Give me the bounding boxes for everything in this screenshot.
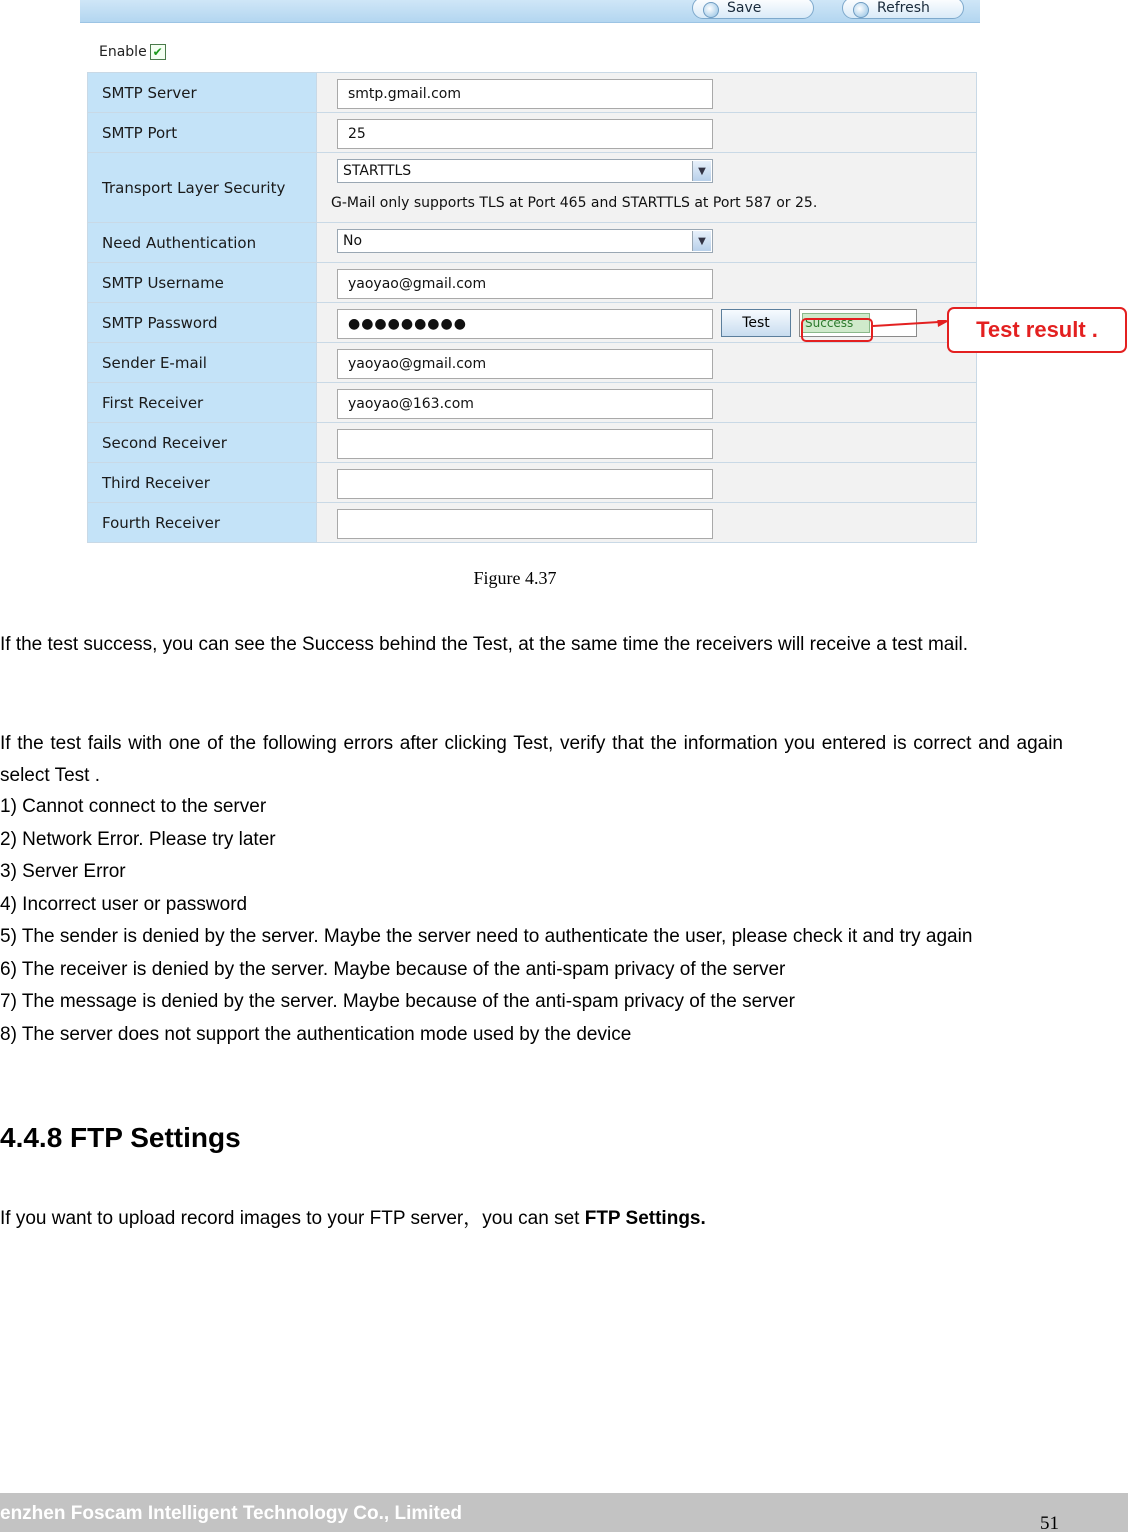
field-label: Fourth Receiver [87, 503, 317, 542]
form-row-sender-email [87, 343, 977, 383]
section-intro: If you want to upload record images to your FTP server，you can set FTP Settings. [0, 1208, 706, 1229]
form-row-second-receiver [87, 423, 977, 463]
list-item: 3) Server Error [0, 861, 126, 882]
smtp-form [87, 72, 977, 543]
form-row-smtp-server [87, 73, 977, 113]
smtp-password-input[interactable] [337, 309, 713, 339]
chevron-down-icon[interactable]: ▼ [692, 231, 711, 251]
smtp-port-input[interactable] [337, 119, 713, 149]
error-list [0, 791, 1075, 1051]
form-row-tls [87, 153, 977, 223]
form-row-fourth-receiver [87, 503, 977, 543]
list-item: 4) Incorrect user or password [0, 893, 248, 915]
first-receiver-input[interactable] [337, 389, 713, 419]
figure-caption: Figure 4.37 [473, 568, 557, 588]
form-row-need-auth [87, 223, 977, 263]
ftp-settings-bold: FTP Settings. [584, 1208, 706, 1229]
field-label: Sender E-mail [87, 343, 317, 382]
list-item: 5) The sender is denied by the server. Maybe the server need to authenticate the user, please check it and try again [0, 926, 973, 947]
field-label: SMTP Username [87, 263, 317, 302]
page-number: 51 [1040, 1513, 1059, 1534]
section-heading: 4.4.8 FTP Settings [0, 1122, 241, 1153]
second-receiver-input[interactable] [337, 429, 713, 459]
field-label: First Receiver [87, 383, 317, 422]
footer-company: enzhen Foscam Intelligent Technology Co., Limited [0, 1503, 463, 1524]
field-label: Second Receiver [87, 423, 317, 462]
list-item: 8) The server does not support the authentication mode used by the device [0, 1023, 632, 1045]
list-item: 1) Cannot connect to the server [0, 796, 267, 817]
tls-hint: G-Mail only supports TLS at Port 465 and STARTTLS at Port 587 or 25. [331, 195, 818, 211]
field-label: SMTP Server [87, 73, 317, 112]
field-label: Transport Layer Security [87, 153, 317, 222]
refresh-button[interactable]: Refresh [842, 0, 964, 19]
list-item: 6) The receiver is denied by the server. Maybe because of the anti-spam privacy of the server [0, 958, 786, 980]
form-row-third-receiver [87, 463, 977, 503]
third-receiver-input[interactable] [337, 469, 713, 499]
field-label: SMTP Port [87, 113, 317, 152]
list-item: 7) The message is denied by the server. Maybe because of the anti-spam privacy of the server [0, 991, 795, 1012]
paragraph-success: If the test success, you can see the Success behind the Test, at the same time the receivers will receive a test mail. [0, 634, 969, 655]
chevron-down-icon[interactable]: ▼ [692, 161, 711, 181]
smtp-server-input[interactable] [337, 79, 713, 109]
enable-row [99, 44, 166, 60]
enable-label: Enable [99, 44, 147, 60]
enable-checkbox[interactable]: ✔ [150, 44, 166, 60]
test-button[interactable]: Test [721, 309, 791, 337]
paragraph-fail: If the test fails with one of the following errors after clicking Test, verify that the information you entered is correct and again select Test . [0, 733, 1063, 786]
fourth-receiver-input[interactable] [337, 509, 713, 539]
test-result-callout: Test result . [947, 307, 1127, 353]
toolbar [80, 0, 980, 23]
tls-select[interactable]: STARTTLS ▼ [337, 159, 713, 183]
result-highlight-box [801, 318, 873, 342]
smtp-username-input[interactable] [337, 269, 713, 299]
form-row-smtp-username [87, 263, 977, 303]
field-label: Third Receiver [87, 463, 317, 502]
page-footer [0, 1493, 1128, 1532]
test-result-success: Success [802, 313, 870, 333]
save-icon [703, 2, 719, 18]
smtp-settings-screenshot [80, 0, 980, 556]
need-auth-select[interactable]: No ▼ [337, 229, 713, 253]
save-button[interactable]: Save [692, 0, 814, 19]
field-label: Need Authentication [87, 223, 317, 262]
form-row-first-receiver [87, 383, 977, 423]
field-label: SMTP Password [87, 303, 317, 342]
annotation-arrow-icon [873, 320, 949, 340]
sender-email-input[interactable] [337, 349, 713, 379]
refresh-icon [853, 2, 869, 18]
list-item: 2) Network Error. Please try later [0, 828, 276, 850]
form-row-smtp-port [87, 113, 977, 153]
